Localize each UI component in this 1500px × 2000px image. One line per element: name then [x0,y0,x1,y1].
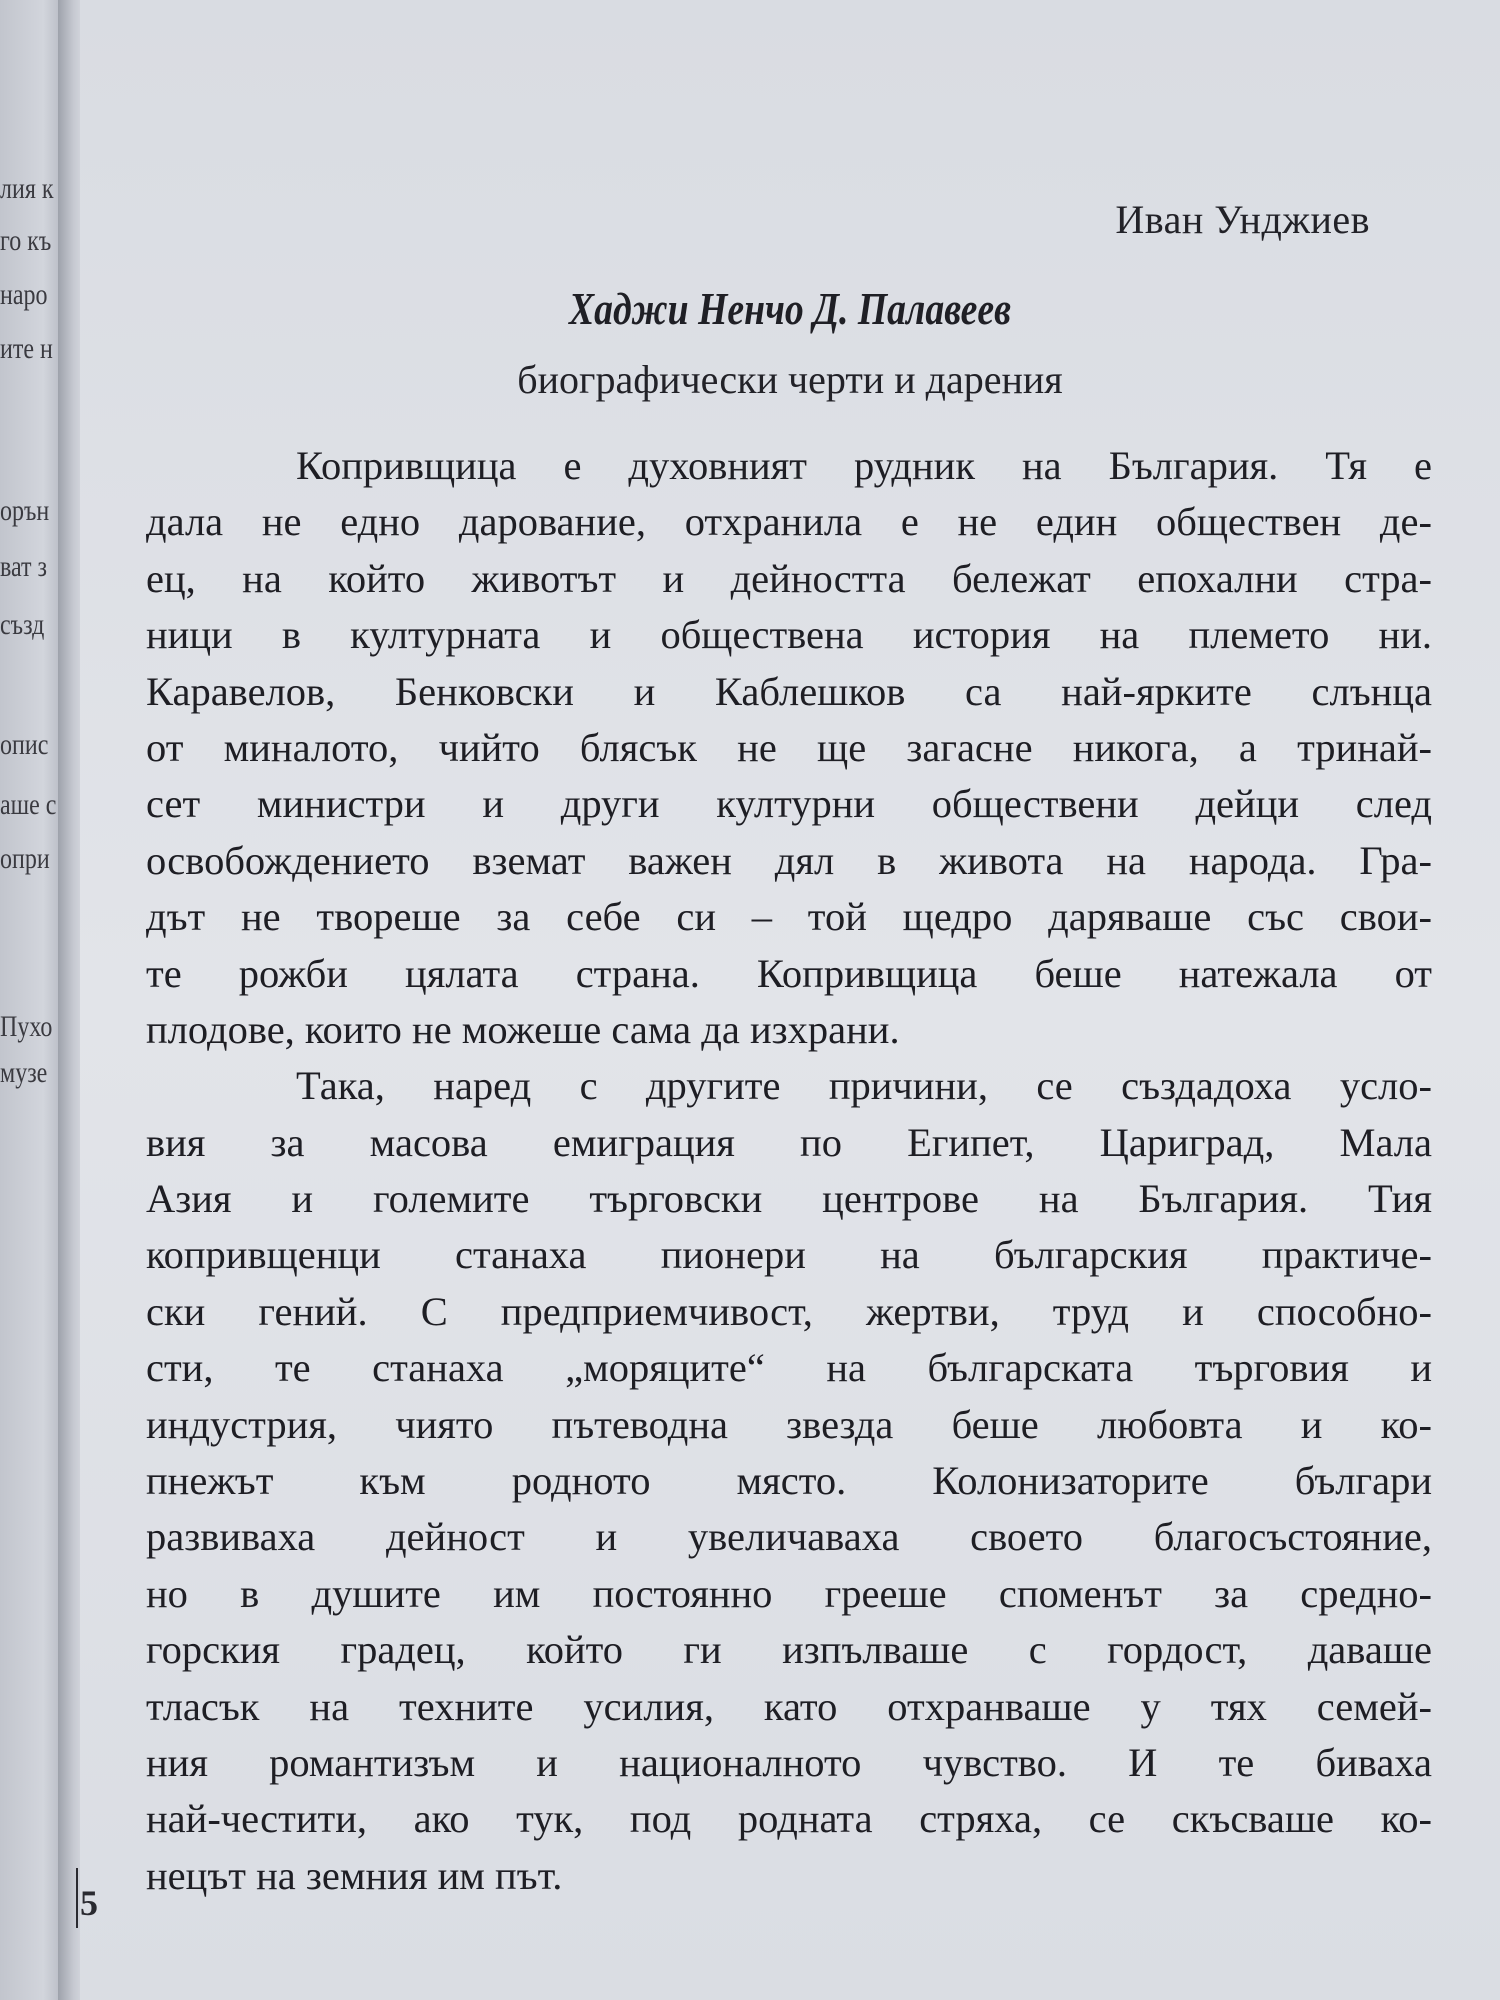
text-line: от миналото, чийто блясък не ще загасне никога, а тринай- [146,724,1432,770]
text-line: копривщенци станаха пионери на българския практиче- [146,1232,1432,1278]
text-line: пнежът към родното място. Колонизаторите българи [146,1458,1432,1504]
text-line: Копривщица е духовният рудник на България. Тя е [296,443,1432,488]
previous-page-fragment: го къ [0,224,52,257]
previous-page-fragment: лия к [0,172,54,205]
previous-page-fragment: музе [0,1056,48,1089]
previous-page-fragment: опис [0,728,49,761]
text-line: Така, наред с другите причини, се създадоха усло- [296,1063,1432,1109]
author-name: Иван Унджиев [1115,197,1370,242]
text-line: нецът на земния им път. [146,1852,563,1898]
text-line: Каравелов, Бенковски и Каблешков са най-ярките слънца [146,668,1432,714]
text-line: ници в културната и обществена история на племето ни. [146,612,1432,658]
previous-page-fragment: създ [0,608,45,641]
text-line: сет министри и други културни обществени дейци след [146,781,1432,827]
text-line: индустрия, чиято пътеводна звезда беше любовта и ко- [146,1401,1432,1447]
page-number: 5 [80,1883,98,1923]
text-line: ец, на който животът и дейността бележат епохални стра- [146,555,1432,601]
previous-page-fragment: орън [0,494,50,527]
previous-page-fragment: ват з [0,550,48,583]
text-line: горския градец, който ги изпълваше с гордост, даваше [146,1627,1432,1673]
article-body [146,438,1432,1904]
previous-page-fragment: аше с [0,788,57,821]
previous-page-fragment: ите н [0,332,53,365]
text-line: освобождението вземат важен дял в живота на народа. Гра- [146,837,1432,883]
text-line: най-честити, ако тук, под родната стряха, се скъсваше ко- [146,1796,1432,1842]
article-subtitle: биографически черти и дарения [517,357,1063,402]
text-line: но в душите им постоянно грееше споменът за средно- [146,1570,1432,1616]
text-line: развиваха дейност и увеличаваха своето благосъстояние, [146,1514,1432,1560]
text-line: те рожби цялата страна. Копривщица беше натежала от [146,950,1432,996]
article-title: Хаджи Ненчо Д. Палавеев [569,283,1011,334]
text-line: сти, те станаха „моряците“ на българската търговия и [146,1345,1432,1391]
previous-page-edge [0,0,62,2000]
book-page [80,0,1500,2000]
previous-page-fragment: Пухо [0,1010,53,1043]
page-number-rule [76,1868,78,1928]
text-line: дала не едно дарование, отхранила е не един обществен де- [146,499,1432,545]
text-line: плодове, които не можеше сама да изхрани. [146,1006,900,1052]
text-line: дът не твореше за себе си – той щедро даряваше със свои- [146,894,1432,940]
text-line: вия за масова емиграция по Египет, Цариград, Мала [146,1119,1432,1165]
text-line: Азия и големите търговски центрове на България. Тия [146,1176,1432,1222]
previous-page-fragment: наро [0,278,48,311]
text-line: ски гений. С предприемчивост, жертви, труд и способно- [146,1288,1432,1334]
text-line: тласък на техните усилия, като отхранваше у тях семей- [146,1683,1432,1729]
previous-page-fragment: опри [0,842,50,875]
text-line: ния романтизъм и националното чувство. И те биваха [146,1739,1432,1785]
